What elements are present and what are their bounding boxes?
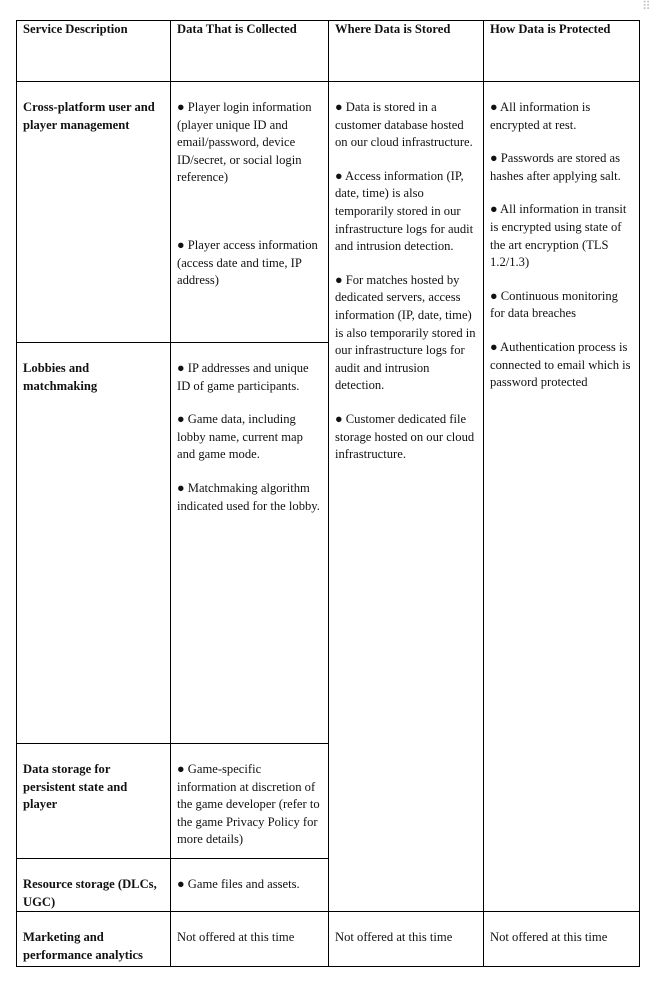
drag-handle-icon[interactable]: ⠿ (642, 0, 650, 13)
collected-cell (171, 859, 329, 912)
service-cell (17, 859, 171, 912)
collected-cell: Not offered at this time (171, 912, 329, 967)
header-where-stored: Where Data is Stored (329, 21, 484, 82)
collected-item: ● Game-specific information at discretion of the game developer (refer to the game Privacy Policy for more details) (177, 762, 320, 847)
service-description: Cross-platform user and player management (23, 100, 155, 132)
collected-item: ● IP addresses and unique ID of game participants. (177, 361, 309, 393)
stored-cell: Not offered at this time (329, 912, 484, 967)
service-description: Data storage for persistent state and player (23, 762, 128, 812)
service-description: Lobbies and matchmaking (23, 361, 98, 393)
service-cell (17, 82, 171, 343)
stored-item: ● Customer dedicated file storage hosted on our cloud infrastructure. (335, 411, 475, 462)
stored-item: ● For matches hosted by dedicated servers, access information (IP, date, time) is also temporarily stored in our infrastructure logs for audit and intrusion detection. (335, 272, 476, 393)
service-cell (17, 912, 171, 967)
collected-cell (171, 82, 329, 343)
stored-cell (329, 82, 484, 912)
table-row (17, 82, 640, 343)
collected-cell (171, 343, 329, 744)
collected-item: ● Player access information (access date and time, IP address) (177, 237, 318, 288)
header-data-collected: Data That is Collected (171, 21, 329, 82)
service-cell (17, 744, 171, 859)
protected-item: ● Continuous monitoring for data breaches (490, 288, 618, 321)
table-row (17, 912, 640, 967)
service-cell (17, 343, 171, 744)
collected-item: ● Game data, including lobby name, current map and game mode. (177, 412, 303, 462)
protected-cell (484, 82, 640, 912)
collected-item: ● Matchmaking algorithm indicated used for the lobby. (177, 480, 320, 513)
header-row (17, 21, 640, 82)
collected-cell (171, 744, 329, 859)
collected-item: ● Player login information (player unique ID and email/password, device ID/secret, or social login reference) (177, 100, 312, 185)
collected-item: ● Game files and assets. (177, 877, 300, 891)
protected-item: ● Passwords are stored as hashes after applying salt. (490, 151, 621, 183)
protected-item: ● All information is encrypted at rest. (490, 100, 591, 132)
protected-item: ● Authentication process is connected to email which is password protected (490, 339, 631, 390)
header-how-protected: How Data is Protected (484, 21, 640, 82)
stored-item: ● Data is stored in a customer database hosted on our cloud infrastructure. (335, 100, 473, 150)
header-service-description: Service Description (17, 21, 171, 82)
protected-cell: Not offered at this time (484, 912, 640, 967)
stored-item: ● Access information (IP, date, time) is also temporarily stored in our infrastructure logs for audit and intrusion detection. (335, 168, 474, 254)
data-collection-table (16, 20, 640, 967)
service-description: Marketing and performance analytics (23, 930, 143, 962)
service-description: Resource storage (DLCs, UGC) (23, 877, 157, 909)
protected-item: ● All information in transit is encrypted using state of the art encryption (TLS 1.2/1.3) (490, 202, 627, 270)
